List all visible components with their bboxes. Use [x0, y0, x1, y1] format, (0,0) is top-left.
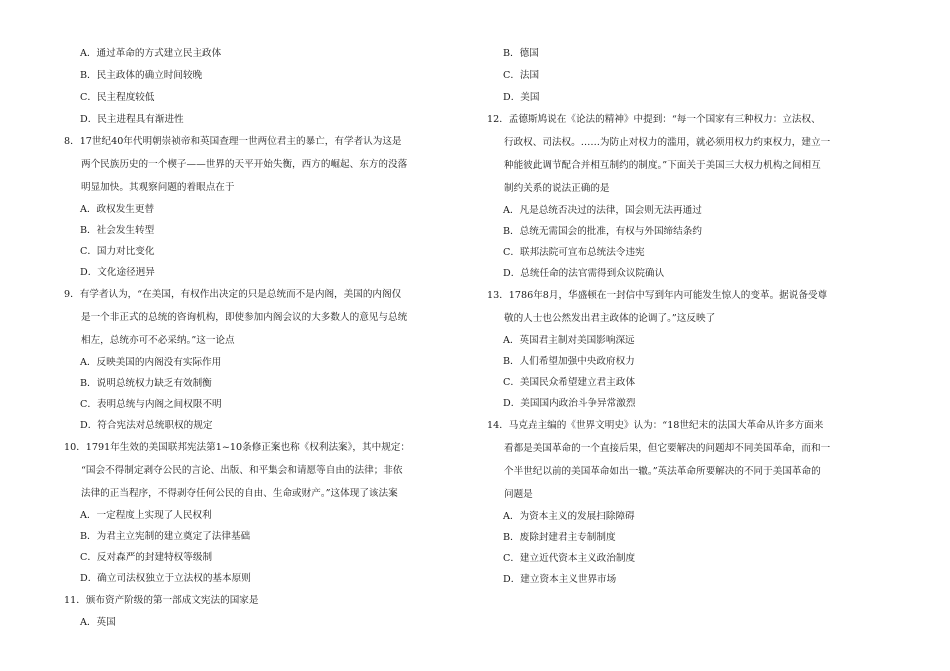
question-text: 相左，总统亦可不必采纳。”这一论点: [81, 335, 235, 346]
answer-option: D．民主进程具有渐进性: [80, 114, 184, 125]
answer-option: D．总统任命的法官需得到众议院确认: [503, 268, 665, 279]
question-stem: 13．1786年8月，华盛顿在一封信中写到年内可能发生惊人的变革。据说备受尊: [487, 290, 828, 301]
answer-option: C．联邦法院可宣布总统法令违宪: [503, 247, 645, 258]
question-text: 法律的正当程序，不得剥夺任何公民的自由、生命或财产。”这体现了该法案: [81, 488, 398, 499]
question-text: “国会不得制定剥夺公民的言论、出版、和平集会和请愿等自由的法律；非依: [81, 465, 403, 476]
question-stem: 10．1791年生效的美国联邦宪法第1~10条修正案也称《权利法案》，其中规定：: [64, 442, 410, 453]
answer-option: B．民主政体的确立时间较晚: [80, 70, 203, 81]
answer-option: A．一定程度上实现了人民权利: [80, 510, 212, 521]
question-stem: 12．孟德斯鸠说在《论法的精神》中提到：“每一个国家有三种权力：立法权、: [487, 114, 821, 125]
question-text: 问题是: [504, 489, 533, 500]
answer-option: D．符合宪法对总统职权的规定: [80, 420, 213, 431]
answer-option: C．表明总统与内阁之间权限不明: [80, 399, 222, 410]
answer-option: C．反对森严的封建特权等级制: [80, 552, 213, 563]
answer-option: C．美国民众希望建立君主政体: [503, 377, 636, 388]
answer-option: A．为资本主义的发展扫除障碍: [503, 511, 635, 522]
answer-option: B．说明总统权力缺乏有效制衡: [80, 378, 212, 389]
question-text: 制约关系的说法正确的是: [504, 183, 610, 194]
answer-option: B．总统无需国会的批准，有权与外国缔结条约: [503, 226, 702, 237]
question-stem: 11．颁布资产阶级的第一部成文宪法的国家是: [64, 595, 259, 606]
question-text: 看都是美国革命的一个直接后果，但它要解决的问题却不同美国革命，而和一: [504, 443, 831, 454]
answer-option: A．英国: [80, 617, 116, 628]
answer-option: A．英国君主制对美国影响深远: [503, 335, 635, 346]
answer-option: D．建立资本主义世界市场: [503, 574, 617, 585]
answer-option: C．民主程度较低: [80, 92, 155, 103]
answer-option: C．法国: [503, 70, 540, 81]
answer-option: A．政权发生更替: [80, 204, 155, 215]
question-text: 明显加快。其观察问题的着眼点在于: [81, 182, 235, 193]
answer-option: C．建立近代资本主义政治制度: [503, 553, 636, 564]
question-text: 个半世纪以前的美国革命如出一辙。”英法革命所要解决的不同于美国革命的: [504, 466, 821, 477]
answer-option: A．反映美国的内阁没有实际作用: [80, 357, 222, 368]
answer-option: B．社会发生转型: [80, 225, 155, 236]
answer-option: A．凡是总统否决过的法律，国会则无法再通过: [503, 205, 702, 216]
answer-option: A．通过革命的方式建立民主政体: [80, 48, 222, 59]
answer-option: C．国力对比变化: [80, 246, 155, 257]
question-stem: 8．17世纪40年代明朝崇祯帝和英国查理一世两位君主的暴亡，有学者认为这是: [64, 136, 402, 147]
question-stem: 14．马克垚主编的《世界文明史》认为：“18世纪末的法国大革命从许多方面来: [487, 420, 824, 431]
answer-option: D．美国: [503, 92, 540, 103]
answer-option: B．德国: [503, 48, 539, 59]
question-text: 种能彼此调节配合并相互制约的制度。”下面关于美国三大权力机构之间相互: [504, 160, 821, 171]
answer-option: B．废除封建君主专制制度: [503, 532, 616, 543]
question-text: 敬的人士也公然发出君主政体的论调了。”这反映了: [504, 313, 716, 324]
answer-option: D．确立司法权独立于立法权的基本原则: [80, 573, 251, 584]
answer-option: D．文化途径迥异: [80, 267, 155, 278]
question-stem: 9．有学者认为，“在美国，有权作出决定的只是总统而不是内阁，美国的内阁仅: [64, 289, 402, 300]
answer-option: D．美国国内政治斗争异常激烈: [503, 398, 636, 409]
answer-option: B．为君主立宪制的建立奠定了法律基础: [80, 531, 251, 542]
question-text: 行政权、司法权。……为防止对权力的滥用，就必须用权力约束权力，建立一: [504, 137, 831, 148]
question-text: 是一个非正式的总统的咨询机构，即使参加内阁会议的大多数人的意见与总统: [81, 312, 408, 323]
question-text: 两个民族历史的一个楔子——世界的天平开始失衡，西方的崛起、东方的没落: [81, 159, 408, 170]
answer-option: B．人们希望加强中央政府权力: [503, 356, 635, 367]
